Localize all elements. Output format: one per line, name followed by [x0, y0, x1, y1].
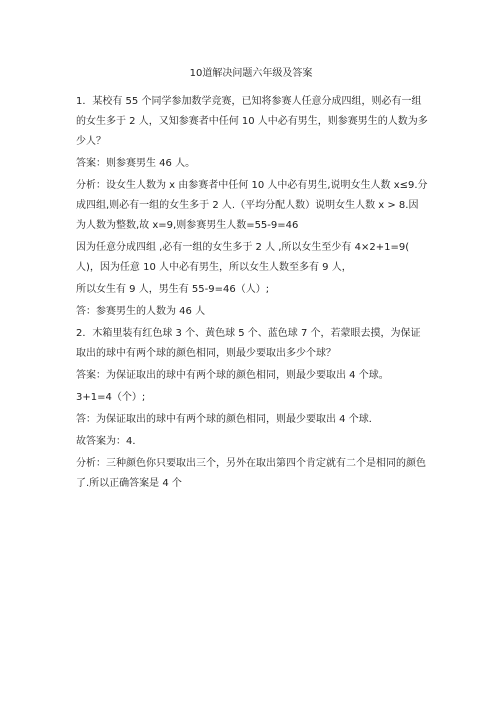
reasoning-1: 因为任意分成四组 ,必有一组的女生多于 2 人 ,所以女生至少有 4×2+1=9( 人)，因为任意 10 人中必有男生，所以女生人数至多有 9 人，	[76, 242, 410, 273]
question-2: 2．木箱里装有红色球 3 个、黄色球 5 个、蓝色球 7 个，若蒙眼去摸，为保证取出的球中有两个球的颜色相同，则最少要取出多少个球？	[76, 328, 421, 359]
document-title: 10道解决问题六年级及答案	[189, 68, 313, 79]
document-body	[76, 92, 428, 496]
conclusion-2: 答：为保证取出的球中有两个球的颜色相同，则最少要取出 4 个球．	[76, 414, 379, 425]
answer-1: 答案：则参赛男生 46 人。	[76, 158, 196, 169]
conclusion-1: 答：参赛男生的人数为 46 人	[76, 306, 206, 317]
analysis-2: 分析：三种颜色你只要取出三个，另外在取出第四个肯定就有二个是相同的颜色了.所以正确答案是 4 个	[76, 458, 426, 489]
question-1: 1．某校有 55 个同学参加数学竞赛，已知将参赛人任意分成四组，则必有一组的女生多于 2 人，又知参赛者中任何 10 人中必有男生，则参赛男生的人数为多少人？	[76, 96, 428, 147]
answer-2: 答案：为保证取出的球中有两个球的颜色相同，则最少要取出 4 个球。	[76, 370, 389, 381]
analysis-1: 分析：设女生人数为 x 由参赛者中任何 10 人中必有男生,说明女生人数 x≤9.分成四组,则必有一组的女生多于 2 人.（平均分配人数）说明女生人数 x > 8.因为人数为整数,故 x=9,则参赛男生人数=55-9=46	[76, 180, 428, 231]
final-answer-2: 故答案为：4．	[76, 436, 143, 447]
calculation-2: 3+1=4（个）;	[76, 392, 146, 403]
calculation-1: 所以女生有 9 人，男生有 55-9=46（人）;	[76, 284, 270, 295]
